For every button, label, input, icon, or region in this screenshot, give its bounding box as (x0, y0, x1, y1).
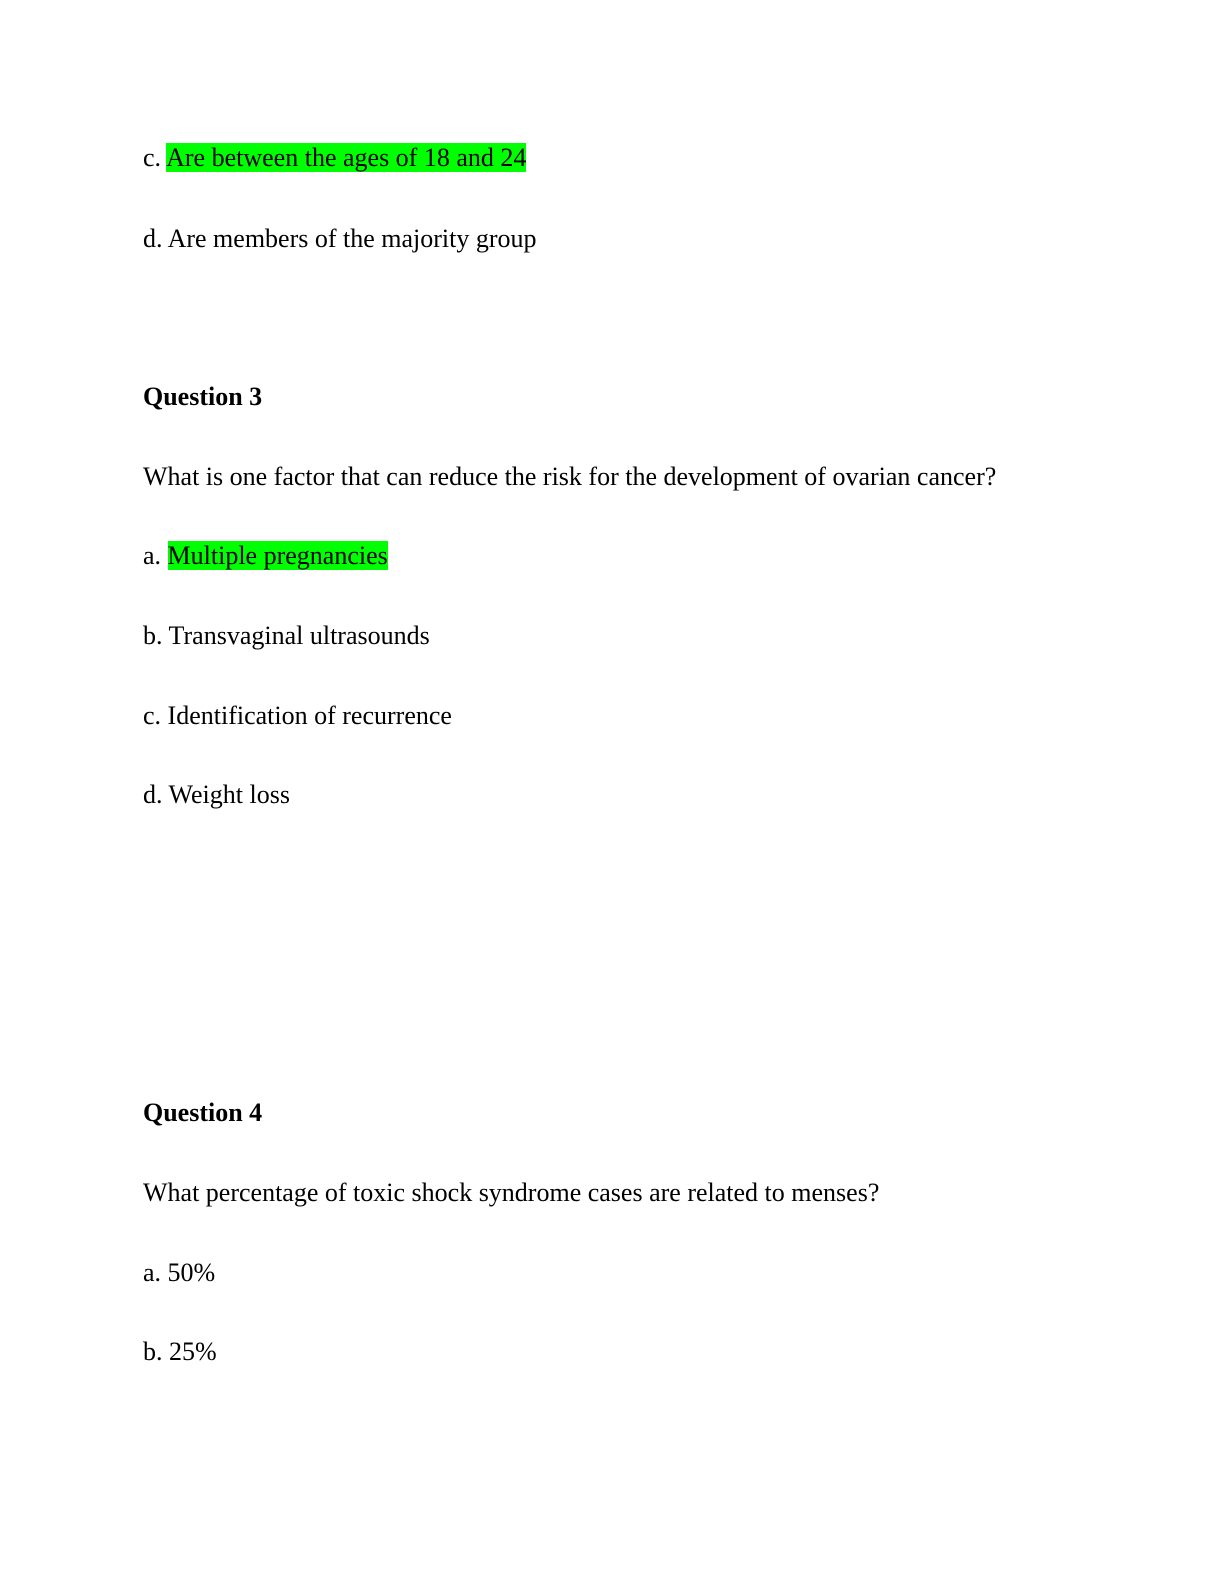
question-3-prompt: What is one factor that can reduce the risk for the development of ovarian cancer? (143, 462, 997, 491)
question-3-heading: Question 3 (143, 382, 263, 411)
option-text: 25% (169, 1337, 217, 1366)
option-letter: a. (143, 1258, 162, 1287)
option-letter: c. (143, 701, 162, 730)
q2-option-c (143, 142, 526, 174)
option-letter: c. (143, 143, 162, 172)
option-text-highlighted: Multiple pregnancies (167, 541, 388, 570)
option-letter: b. (143, 621, 163, 650)
q3-option-d (143, 779, 290, 811)
option-letter: b. (143, 1337, 163, 1366)
q3-option-a (143, 540, 388, 572)
option-letter: d. (143, 780, 163, 809)
option-text: Weight loss (168, 780, 290, 809)
option-text: 50% (167, 1258, 216, 1287)
option-letter: a. (143, 541, 162, 570)
question-4-prompt: What percentage of toxic shock syndrome cases are related to menses? (143, 1178, 880, 1207)
q4-option-a (143, 1257, 215, 1289)
q3-option-c (143, 700, 452, 732)
q2-option-d (143, 223, 537, 255)
option-text: Identification of recurrence (167, 701, 452, 730)
question-4-heading: Question 4 (143, 1098, 263, 1127)
option-text: Are members of the majority group (167, 224, 537, 253)
option-text: Transvaginal ultrasounds (168, 621, 430, 650)
q3-option-b (143, 620, 430, 652)
option-text-highlighted: Are between the ages of 18 and 24 (166, 143, 527, 172)
option-letter: d. (143, 224, 163, 253)
q4-option-b (143, 1336, 217, 1368)
